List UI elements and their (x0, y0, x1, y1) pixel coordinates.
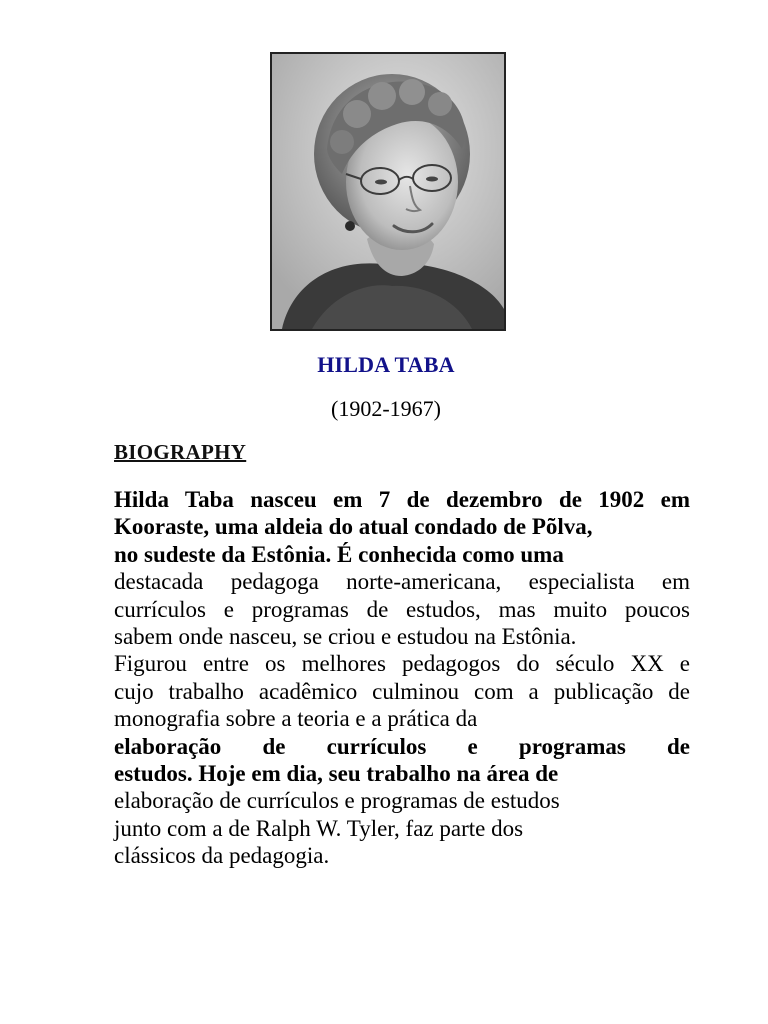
bio-line: clássicos da pedagogia. (114, 843, 330, 869)
bio-line: junto com a de Ralph W. Tyler, faz parte dos (114, 815, 524, 841)
person-name: HILDA TABA (317, 352, 455, 377)
bio-line: elaboração de currículos e programas de (114, 733, 690, 759)
bio-line: monografia sobre a teoria e a prática da (114, 706, 478, 732)
portrait-illustration (272, 54, 504, 329)
biography-text (114, 486, 690, 869)
bio-line: Figurou entre os melhores pedagogos do século XX e (114, 651, 690, 677)
bio-line: estudos. Hoje em dia, seu trabalho na área de (114, 760, 559, 786)
bio-line: destacada pedagoga norte-americana, especialista em (114, 569, 690, 595)
portrait-photo (270, 52, 506, 331)
bio-line: elaboração de currículos e programas de estudos (114, 788, 560, 814)
bio-line: Hilda Taba nasceu em 7 de dezembro de 1902 em (114, 487, 690, 512)
bio-line: no sudeste da Estônia. É conhecida como uma (114, 541, 564, 567)
bio-line: sabem onde nasceu, se criou e estudou na Estônia. (114, 623, 577, 649)
section-heading: BIOGRAPHY (114, 440, 247, 464)
bio-line: currículos e programas de estudos, mas muito poucos (114, 596, 690, 622)
life-years: (1902-1967) (331, 396, 441, 421)
bio-line: Kooraste, uma aldeia do atual condado de Põlva, (114, 514, 593, 540)
bio-line: cujo trabalho acadêmico culminou com a publicação de (114, 678, 690, 704)
